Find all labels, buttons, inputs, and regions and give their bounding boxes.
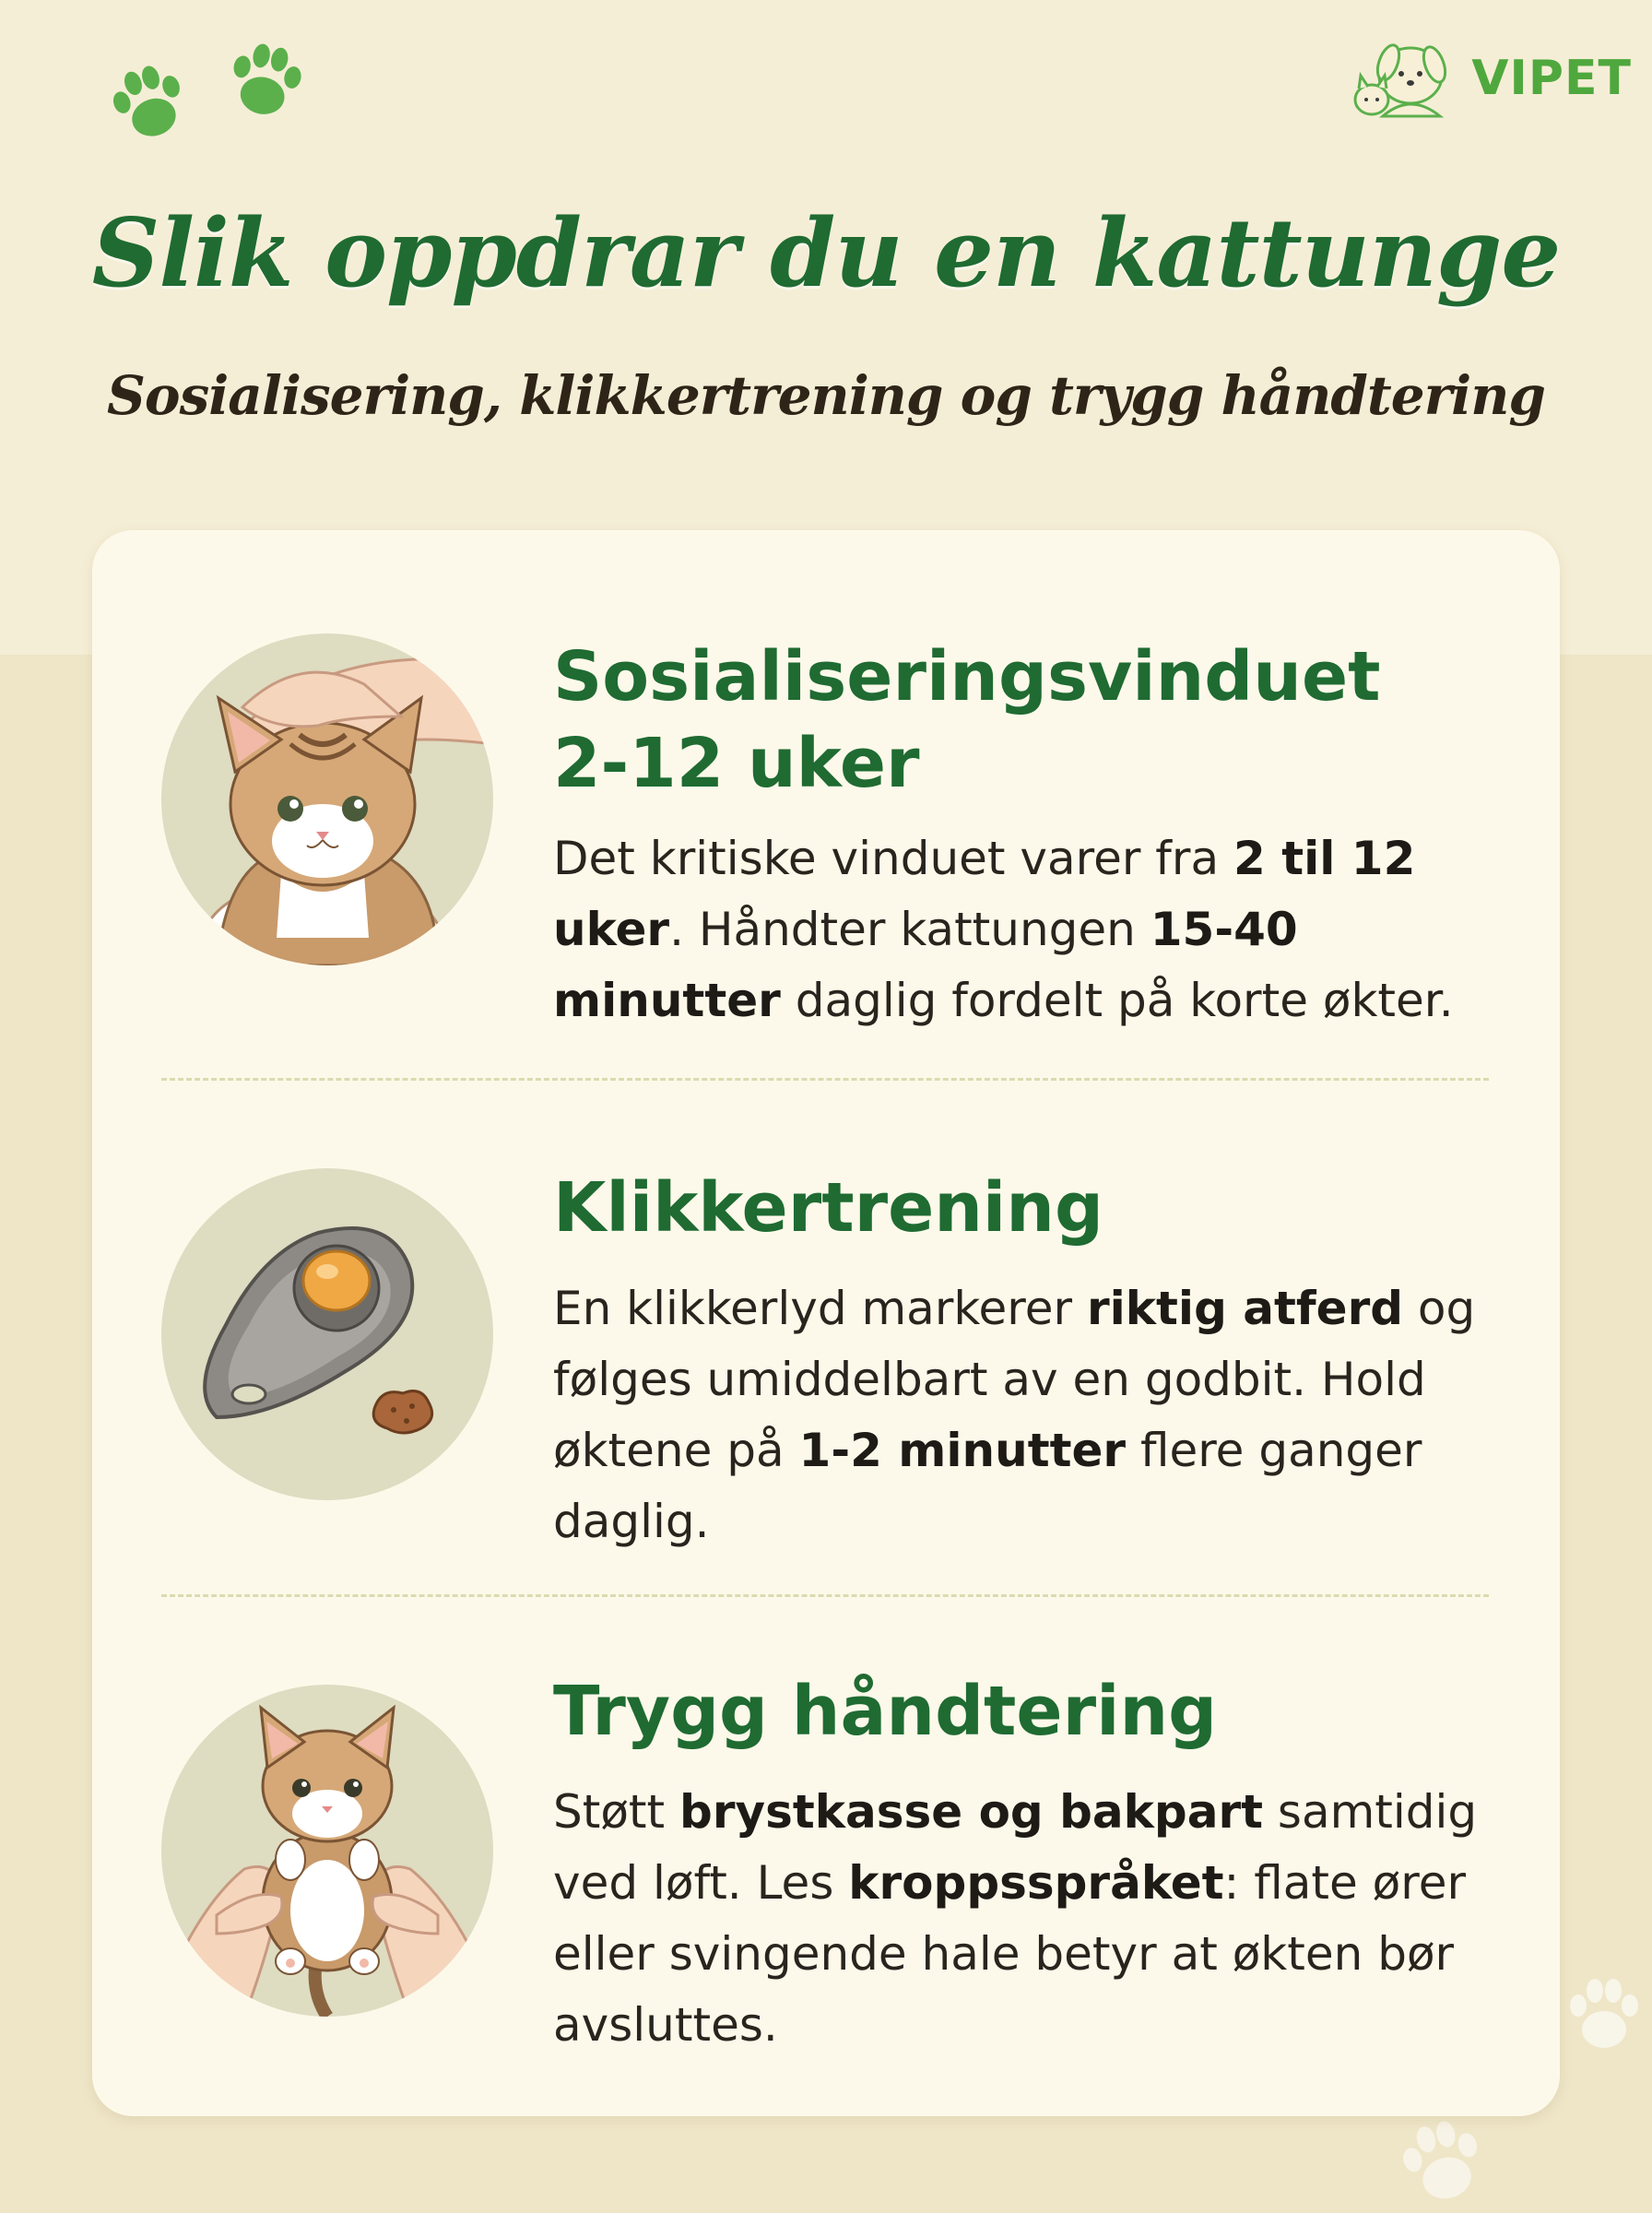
section-divider	[161, 1594, 1489, 1597]
hands-holding-kitten-illustration	[161, 1685, 493, 2017]
brand-name: VIPET	[1471, 51, 1632, 106]
content-card	[92, 530, 1560, 2116]
paw-print-icon	[103, 57, 195, 149]
paw-print-icon	[219, 35, 312, 127]
dog-and-cat-logo-icon	[1335, 28, 1464, 129]
paw-print-icon	[1558, 1964, 1650, 2065]
section-title: Klikkertrening	[553, 1168, 1103, 1248]
page-subtitle: Sosialisering, klikkertrening og trygg håndtering	[107, 364, 1545, 427]
paw-print-icon	[1392, 2112, 1493, 2213]
section-body: Det kritiske vinduet varer fra 2 til 12 uker. Håndter kattungen 15-40 minutter daglig fordelt på korte økter.	[553, 832, 1454, 1027]
clicker-and-treat-illustration	[161, 1168, 493, 1500]
brand-logo	[1335, 28, 1632, 129]
section-body: En klikkerlyd markerer riktig atferd og følges umiddelbart av en godbit. Hold øktene på 1-2 minutter flere ganger daglig.	[553, 1282, 1476, 1548]
hand-petting-kitten-illustration	[161, 633, 493, 965]
page-title: Slik oppdrar du en kattunge	[91, 198, 1561, 309]
section-title: Trygg håndtering	[553, 1672, 1218, 1751]
section-divider	[161, 1078, 1489, 1081]
section-body: Støtt brystkasse og bakpart samtidig ved løft. Les kroppsspråket: flate ører eller svingende hale betyr at økten bør avsluttes.	[553, 1785, 1478, 2052]
section-title: Sosialiseringsvinduet 2-12 uker	[553, 637, 1381, 803]
